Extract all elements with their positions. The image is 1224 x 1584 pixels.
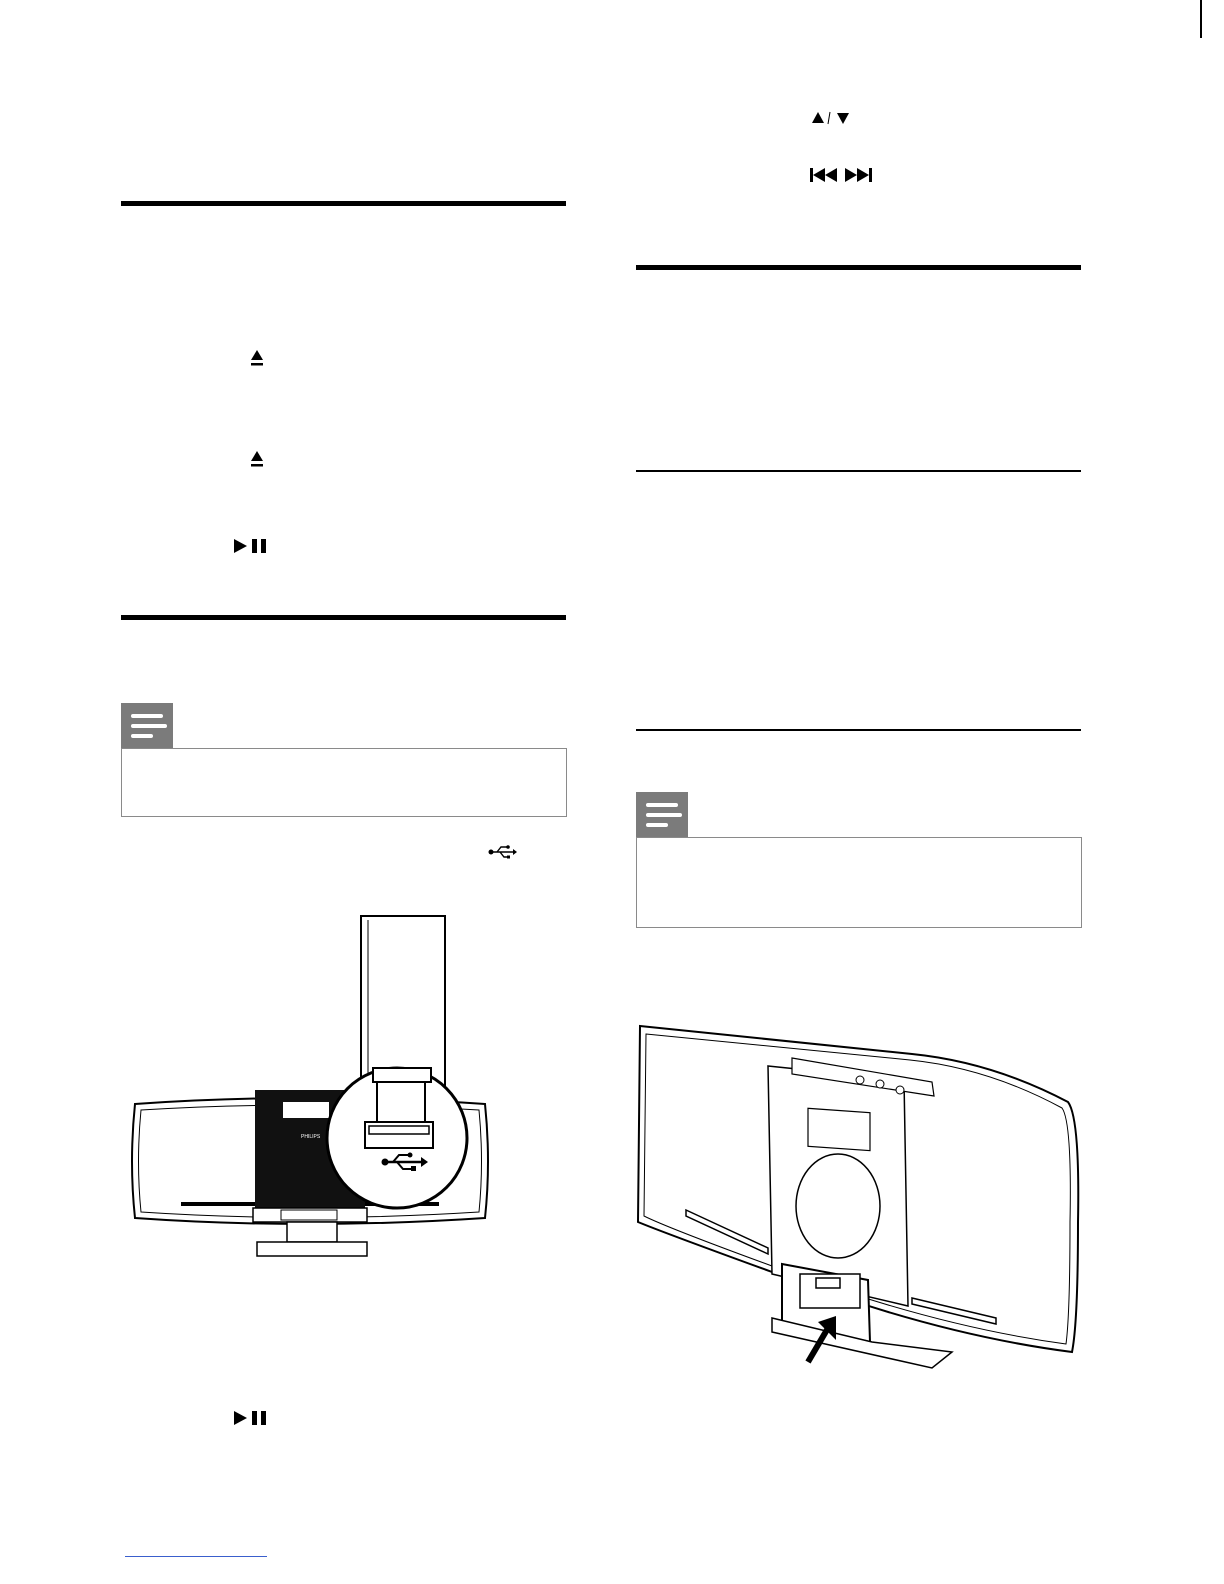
section-divider-thick [121, 201, 566, 206]
eject-icon [249, 450, 265, 468]
footer-link-underline [125, 1556, 267, 1557]
dock-illustration [632, 1022, 1086, 1374]
usb-icon [488, 844, 518, 860]
section-divider-thick [121, 615, 566, 620]
note-box [636, 837, 1082, 928]
prev-next-icon [809, 166, 873, 184]
play-pause-icon [233, 538, 269, 554]
play-pause-icon [233, 1410, 269, 1426]
note-box [121, 748, 567, 817]
page-edge-mark [1200, 0, 1202, 38]
section-divider-thin [636, 470, 1081, 472]
usb-insertion-illustration [125, 912, 493, 1260]
note-icon [121, 703, 173, 749]
section-divider-thin [636, 729, 1081, 731]
up-down-arrows-icon [811, 110, 851, 126]
brand-label: PHILIPS [301, 1134, 321, 1140]
section-divider-thick [636, 265, 1081, 270]
eject-icon [249, 349, 265, 367]
note-icon [636, 792, 688, 838]
